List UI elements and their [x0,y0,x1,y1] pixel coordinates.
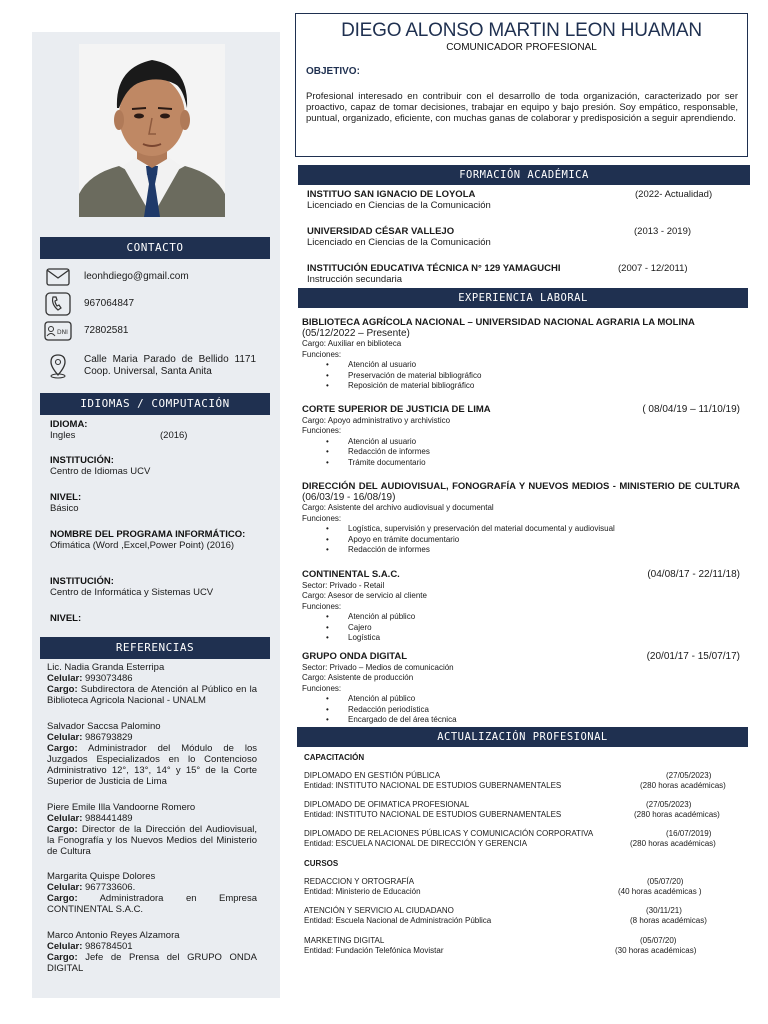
training-item [304,829,744,849]
reference-phone: 993073486 [85,673,133,684]
institution-1-block [50,455,262,477]
level-2-label: NIVEL: [50,613,82,624]
institution-2-label: INSTITUCIÓN: [50,576,114,587]
course-entity: Entidad: Ministerio de Educación [304,887,421,896]
dni-icon-label: DNI [57,329,68,336]
cargo-label: Cargo: [47,743,78,754]
institution-1-value: Centro de Idiomas UCV [50,466,151,477]
training-item [304,800,744,820]
education-dates: (2013 - 2019) [634,226,692,237]
reference-item [47,930,257,974]
level-2-block [50,613,262,624]
candidate-profession: COMUNICADOR PROFESIONAL [446,42,597,53]
job-task: • Preservación de material bibliográfico [302,371,740,382]
reference-phone: 988441489 [85,813,133,824]
job-detail: Sector: Privado – Medios de comunicación [302,662,454,672]
course-entity: Entidad: Fundación Telefónica Movistar [304,946,444,955]
capacitacion-label: CAPACITACIÓN [304,753,365,762]
funciones-label: Funciones: [302,601,342,611]
program-label: NOMBRE DEL PROGRAMA INFORMÁTICO: [50,529,246,540]
course-name: MARKETING DIGITAL [304,936,385,945]
celular-label: Celular: [47,813,83,824]
program-value: Ofimática (Word ,Excel,Power Point) (2016) [50,540,235,551]
languages-section-title: IDIOMAS / COMPUTACIÓN [40,393,270,415]
experience-section-title: EXPERIENCIA LABORAL [298,288,748,308]
celular-label: Celular: [47,673,83,684]
level-1-block [50,492,262,514]
celular-label: Celular: [47,882,83,893]
job-detail: Cargo: Apoyo administrativo y archivistico [302,415,451,425]
contact-address: Calle Maria Parado de Bellido 1171 Coop. Universal, Santa Anita [84,354,256,377]
course-date: (30/11/21) [646,906,682,915]
reference-item [47,721,257,787]
celular-label: Celular: [47,732,83,743]
job-task: • Atención al público [302,694,740,705]
education-item [307,226,727,248]
contact-email-row [44,263,264,291]
job-task: • Trámite documentario [302,458,740,469]
cursos-label: CURSOS [304,859,339,868]
job-company: CORTE SUPERIOR DE JUSTICIA DE LIMA [302,404,491,415]
training-entity: Entidad: INSTITUTO NACIONAL DE ESTUDIOS GUBERNAMENTALES [304,810,562,819]
job-task: • Logística, supervisión y preservación del material documental y audiovisual [302,524,740,535]
institution-2-value: Centro de Informática y Sistemas UCV [50,587,214,598]
reference-item [47,871,257,915]
job-task: • Reposición de material bibliográfico [302,381,740,392]
course-hours: (8 horas académicas) [630,916,707,925]
reference-phone: 986793829 [85,732,133,743]
job-dates: (04/08/17 - 22/11/18) [647,569,740,580]
education-item [307,263,727,285]
cargo-label: Cargo: [47,893,78,904]
reference-name: Marco Antonio Reyes Alzamora [47,930,180,941]
reference-name: Margarita Quispe Dolores [47,871,156,882]
reference-cargo: Director de la Dirección del Audiovisual, la Fonografía y los Nuevos Medios del Ministerio de Cultura [47,824,258,857]
updates-section-title: ACTUALIZACIÓN PROFESIONAL [297,727,748,747]
education-degree: Licenciado en Ciencias de la Comunicación [307,200,491,211]
training-entity: Entidad: ESCUELA NACIONAL DE DIRECCIÓN Y GERENCIA [304,839,528,848]
reference-phone: 986784501 [85,941,133,952]
celular-label: Celular: [47,941,83,952]
job-task: • Redacción periodística [302,705,740,716]
institution-1-label: INSTITUCIÓN: [50,455,114,466]
idioma-year: (2016) [160,430,188,441]
references-section-title: REFERENCIAS [40,637,270,659]
training-hours: (280 horas académicas) [640,781,726,790]
training-name: DIPLOMADO DE RELACIONES PÚBLICAS Y COMUNICACIÓN CORPORATIVA [304,829,594,838]
course-name: ATENCIÓN Y SERVICIO AL CIUDADANO [304,906,454,915]
job-company: DIRECCIÓN DEL AUDIOVISUAL, FONOGRAFÍA Y NUEVOS MEDIOS - MINISTERIO DE CULTURA [302,481,740,492]
idioma-value: Ingles [50,430,76,441]
funciones-label: Funciones: [302,349,342,359]
job-dates: (05/12/2022 – Presente) [302,327,410,339]
job-task: • Cajero [302,623,740,634]
education-school: INSTITUCIÓN EDUCATIVA TÉCNICA N° 129 YAMAGUCHI [307,263,561,274]
reference-name: Salvador Saccsa Palomino [47,721,161,732]
education-school: INSTITUO SAN IGNACIO DE LOYOLA [307,189,476,200]
education-dates: (2007 - 12/2011) [618,263,688,274]
profile-photo [79,44,225,217]
education-degree: Instrucción secundaria [307,274,403,285]
job-item [302,318,740,392]
reference-cargo: Jefe de Prensa del GRUPO ONDA DIGITAL [47,952,257,974]
course-entity: Entidad: Escuela Nacional de Administración Pública [304,916,492,925]
training-entity: Entidad: INSTITUTO NACIONAL DE ESTUDIOS GUBERNAMENTALES [304,781,562,790]
job-detail: Cargo: Asesor de servicio al cliente [302,591,427,600]
training-date: (27/05/2023) [646,800,692,809]
job-detail: Cargo: Asistente del archivo audiovisual y documental [302,503,494,512]
contact-phone-row [44,290,264,318]
job-item [302,482,740,556]
education-degree: Licenciado en Ciencias de la Comunicación [307,237,491,248]
job-company: GRUPO ONDA DIGITAL [302,651,408,662]
reference-cargo: Administrador del Módulo de los Juzgados Especializados en lo Contencioso Administrativo 12°, 13°, 14° y 15° de la Corte Superior de Justicia de Lima [47,743,257,787]
job-task: • Atención al usuario [302,437,740,448]
contact-dni: 72802581 [84,325,129,336]
contact-phone[interactable]: 967064847 [84,298,135,309]
job-dates: ( 08/04/19 – 11/10/19) [642,404,740,415]
job-item [302,652,740,726]
job-detail: Cargo: Auxiliar en biblioteca [302,339,402,348]
job-dates: (20/01/17 - 15/07/17) [646,651,740,662]
institution-2-block [50,576,262,598]
cargo-label: Cargo: [47,684,78,695]
job-detail: Cargo: Asistente de producción [302,673,414,682]
level-1-value: Básico [50,503,79,514]
candidate-name: DIEGO ALONSO MARTIN LEON HUAMAN [341,20,702,41]
job-company: CONTINENTAL S.A.C. [302,569,400,580]
job-task: • Atención al público [302,612,740,623]
job-item [302,405,740,469]
education-school: UNIVERSIDAD CÉSAR VALLEJO [307,226,455,237]
cargo-label: Cargo: [47,952,78,963]
training-hours: (280 horas académicas) [634,810,720,819]
reference-phone: 967733606. [85,882,136,893]
funciones-label: Funciones: [302,683,342,693]
reference-item [47,802,257,857]
training-hours: (280 horas académicas) [630,839,716,848]
job-task: • Atención al usuario [302,360,740,371]
course-item [304,906,744,926]
course-item [304,877,744,897]
training-name: DIPLOMADO EN GESTIÓN PÚBLICA [304,771,441,780]
job-task: • Encargado de del área técnica [302,715,740,726]
course-date: (05/07/20) [640,936,677,945]
education-dates: (2022- Actualidad) [635,189,713,200]
location-icon [44,352,72,380]
job-item [302,570,740,644]
reference-name: Lic. Nadia Granda Esterripa [47,662,165,673]
job-task: • Logística [302,633,740,644]
header-box [295,13,748,157]
idioma-label: IDIOMA: [50,419,88,430]
reference-cargo: Subdirectora de Atención al Público en la Biblioteca Agricola Nacional - UNALM [47,684,257,706]
course-hours: (40 horas académicas ) [618,887,702,896]
id-card-icon [44,317,72,345]
contact-section-title: CONTACTO [40,237,270,259]
job-task: • Redacción de informes [302,447,740,458]
objective-title: OBJETIVO: [306,66,360,77]
job-task: • Redacción de informes [302,545,740,556]
contact-address-row [44,352,264,380]
level-1-label: NIVEL: [50,492,82,503]
education-section-title: FORMACIÓN ACADÉMICA [298,165,750,185]
education-item [307,189,727,211]
job-company: BIBLIOTECA AGRÍCOLA NACIONAL – UNIVERSIDAD NACIONAL AGRARIA LA MOLINA [302,317,695,328]
reference-name: Piere Emile Illa Vandoorne Romero [47,802,196,813]
course-date: (05/07/20) [647,877,684,886]
cargo-label: Cargo: [47,824,78,835]
job-detail: Sector: Privado - Retail [302,580,385,590]
funciones-label: Funciones: [302,426,342,435]
email-icon [44,263,72,291]
contact-email[interactable]: leonhdiego@gmail.com [84,271,189,282]
course-hours: (30 horas académicas) [615,946,697,955]
program-block [50,529,262,551]
contact-dni-row [44,317,264,345]
job-task: • Apoyo en trámite documentario [302,535,740,546]
course-item [304,936,744,956]
training-date: (27/05/2023) [666,771,712,780]
training-name: DIPLOMADO DE OFIMATICA PROFESIONAL [304,800,470,809]
objective-text: Profesional interesado en contribuir con el desarrollo de toda organización, caracterizado por ser proactivo, capaz de tomar decisiones, trabajar en equipo y bajo presión. Soy empático, responsable, puntual, organizado, eficiente, con muchas ganas de colaborar y predisposición a seguir aprendiendo. [306,91,738,124]
reference-cargo: Administradora en Empresa CONTINENTAL S.A.C. [47,893,257,915]
training-item [304,771,744,791]
funciones-label: Funciones: [302,513,342,523]
job-dates: (06/03/19 - 16/08/19) [302,491,396,503]
course-name: REDACCION Y ORTOGRAFÍA [304,877,415,886]
phone-icon [44,290,72,318]
language-block [50,419,262,441]
reference-item [47,662,257,706]
training-date: (16/07/2019) [666,829,712,838]
